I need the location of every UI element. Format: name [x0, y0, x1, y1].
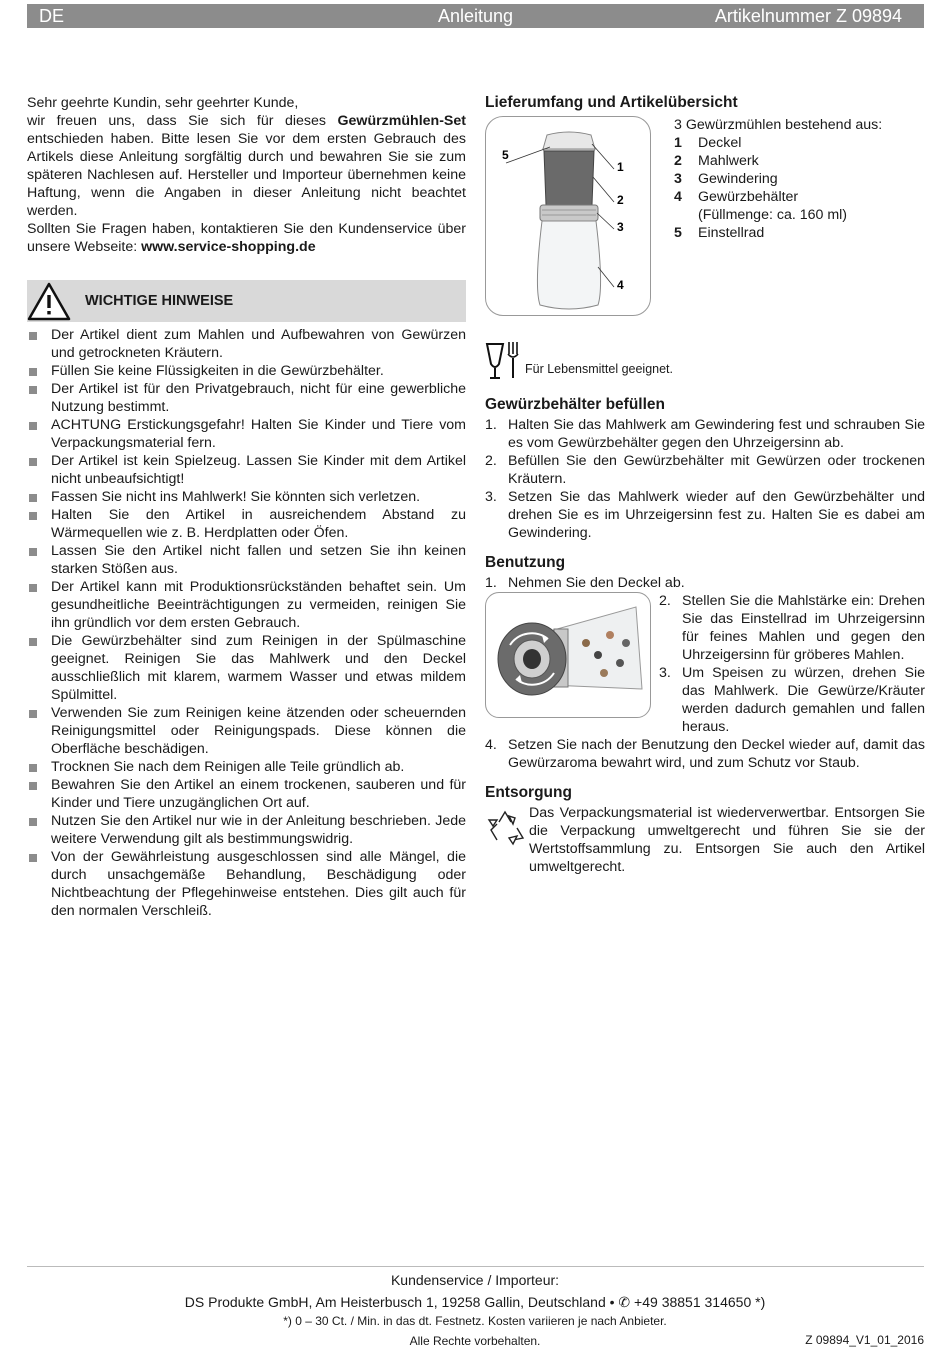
footer-divider	[27, 1266, 924, 1267]
parts-intro: 3 Gewürzmühlen bestehend aus:	[674, 117, 883, 133]
warnings-header	[27, 280, 466, 322]
list-item: 2. Befüllen Sie den Gewürzbehälter mit Gewürzen oder trockenen Kräutern.	[485, 453, 925, 487]
warnings-list	[27, 326, 466, 920]
adjustment-illustration	[485, 592, 651, 718]
footer-service-label: Kundenservice / Importeur:	[390, 1272, 560, 1288]
callout-1: 1	[617, 160, 624, 174]
disposal-text: Das Verpackungsmaterial ist wiederverwertbar. Entsorgen Sie die Verpackung umweltgerecht und führen Sie sie der Wertstoffsammlung zu. Entsorgen Sie auch den Artikel umweltgerecht.	[529, 805, 925, 875]
list-item: Halten Sie den Artikel in ausreichendem Abstand zu Wärmequellen wie z. B. Herdplatten oder Öfen.	[27, 506, 466, 542]
fill-steps	[485, 416, 925, 542]
list-item: Die Gewürzbehälter sind zum Reinigen in der Spülmaschine geeignet. Reinigen Sie das Mahlwerk und den Deckel ausschließlich mit klarem, warmem Wasser und etwas mildem Spülmittel.	[27, 632, 466, 704]
callout-2: 2	[617, 193, 624, 207]
list-item: 4 Gewürzbehälter	[674, 189, 799, 205]
language-code: DE	[39, 6, 65, 26]
food-safe-section	[485, 340, 925, 394]
list-item: Der Artikel ist für den Privatgebrauch, nicht für eine gewerbliche Nutzung bestimmt.	[27, 380, 466, 416]
grinder-adjust-icon	[486, 593, 652, 719]
parts-list	[674, 116, 924, 242]
document-title: Anleitung	[437, 6, 514, 26]
spice-mill-icon	[486, 117, 652, 317]
disposal-title: Entsorgung	[485, 784, 572, 801]
list-item: 3 Gewindering	[674, 171, 778, 187]
list-item: Verwenden Sie zum Reinigen keine ätzenden oder scheuernden Reinigungsmittel oder Reinigungspads. Diese können die Oberfläche beschädigen.	[27, 704, 466, 758]
list-item: Nutzen Sie den Artikel nur wie in der Anleitung beschrieben. Jede weitere Verwendung gilt als bestimmungswidrig.	[27, 812, 466, 848]
fill-volume-note: (Füllmenge: ca. 160 ml)	[698, 207, 848, 223]
disposal-section	[485, 784, 925, 876]
warning-triangle-icon	[27, 281, 71, 321]
usage-steps	[485, 574, 925, 592]
fill-title: Gewürzbehälter befüllen	[485, 396, 666, 413]
list-item: Der Artikel dient zum Mahlen und Aufbewahren von Gewürzen und getrockneten Kräutern.	[27, 326, 466, 362]
list-item: 5 Einstellrad	[674, 225, 765, 241]
footer-address: DS Produkte GmbH, Am Heisterbusch 1, 19258 Gallin, Deutschland • ✆ +49 38851 314650 *)	[184, 1294, 766, 1310]
list-item: Trocknen Sie nach dem Reinigen alle Teile gründlich ab.	[27, 758, 466, 776]
usage-steps-right	[659, 592, 925, 736]
list-item: Lassen Sie den Artikel nicht fallen und setzen Sie ihn keinen starken Stößen aus.	[27, 542, 466, 578]
callout-5: 5	[502, 148, 509, 162]
food-safe-label: Für Lebensmittel geeignet.	[525, 362, 674, 376]
footer-version-code: Z 09894_V1_01_2016	[805, 1333, 924, 1347]
header-bar	[27, 4, 924, 28]
intro-paragraph: wir freuen uns, dass Sie sich für dieses Gewürzmühlen-Set entschieden haben. Bitte lesen Sie vor dem ersten Gebrauch des Artikels diese Anleitung sorgfältig durch und bewahren Sie sie zum späteren Nachlesen auf. Hersteller und Importeur übernehmen keine Haftung, wenn die Angaben in dieser Anleitung nicht beachtet werden.	[27, 113, 466, 219]
list-item: 3. Setzen Sie das Mahlwerk wieder auf den Gewürzbehälter und drehen Sie es im Uhrzeigersinn fest zu. Halten Sie es dabei am Gewindering.	[485, 489, 925, 541]
list-item: Fassen Sie nicht ins Mahlwerk! Sie könnten sich verletzen.	[27, 488, 466, 506]
list-item: Der Artikel kann mit Produktionsrückständen behaftet sein. Um gesundheitliche Beeinträchtigungen zu vermeiden, reinigen Sie ihn gründlich vor dem ersten Gebrauch.	[27, 578, 466, 632]
right-column	[485, 94, 925, 876]
list-item: 1. Halten Sie das Mahlwerk am Gewindering fest und schrauben Sie es vom Gewürzbehälter gegen den Uhrzeigersinn ab.	[485, 417, 925, 451]
product-name: Gewürzmühlen-Set	[337, 113, 466, 129]
contact-paragraph: Sollten Sie Fragen haben, kontaktieren Sie den Kundenservice über unsere Webseite: www.service-shopping.de	[27, 221, 466, 255]
greeting: Sehr geehrte Kundin, sehr geehrter Kunde,	[27, 95, 299, 111]
recycling-icon	[485, 806, 529, 850]
fill-section	[485, 396, 925, 542]
list-item: 4. Setzen Sie nach der Benutzung den Deckel wieder auf, damit das Gewürzaroma bewahrt wird, und zum Schutz vor Staub.	[485, 737, 925, 771]
mill-illustration	[485, 116, 651, 316]
list-item: Bewahren Sie den Artikel an einem trockenen, sauberen und für Kinder und Tiere unzugänglichen Ort auf.	[27, 776, 466, 812]
list-item: 3. Um Speisen zu würzen, drehen Sie das Mahlwerk. Die Gewürze/Kräuter werden dadurch gemahlen und fallen heraus.	[659, 665, 925, 735]
callout-3: 3	[617, 220, 624, 234]
list-item: ACHTUNG Erstickungsgefahr! Halten Sie Kinder und Tiere vom Verpackungsmaterial fern.	[27, 416, 466, 452]
callout-4: 4	[617, 278, 624, 292]
list-item: 1. Nehmen Sie den Deckel ab.	[485, 575, 685, 591]
footer-cost-note: *) 0 – 30 Ct. / Min. in das dt. Festnetz. Kosten variieren je nach Anbieter.	[283, 1314, 667, 1328]
list-item: Füllen Sie keine Flüssigkeiten in die Gewürzbehälter.	[27, 362, 466, 380]
website-link[interactable]: www.service-shopping.de	[141, 239, 316, 255]
footer-rights: Alle Rechte vorbehalten.	[409, 1334, 541, 1348]
list-item: 2. Stellen Sie die Mahlstärke ein: Drehen Sie das Einstellrad im Uhrzeigersinn für feines Mahlen und gegen den Uhrzeigersinn für gröberes Mahlen.	[659, 593, 925, 663]
list-item: Von der Gewährleistung ausgeschlossen sind alle Mängel, die durch unsachgemäße Behandlung, Beschädigung oder Nichtbeachtung der Pflegehinweise entstehen. Dies gilt auch für den normalen Verschleiß.	[27, 848, 466, 920]
list-item: 1 Deckel	[674, 135, 742, 151]
intro-text	[27, 94, 466, 256]
left-column	[27, 94, 466, 920]
overview-title: Lieferumfang und Artikelübersicht	[485, 94, 738, 111]
usage-section	[485, 554, 925, 772]
food-safe-icon	[485, 340, 521, 380]
article-number: Artikelnummer Z 09894	[714, 6, 902, 26]
overview-section	[485, 94, 925, 334]
list-item: 2 Mahlwerk	[674, 153, 759, 169]
list-item: Der Artikel ist kein Spielzeug. Lassen Sie Kinder mit dem Artikel nicht unbeaufsichtigt!	[27, 452, 466, 488]
warnings-title: WICHTIGE HINWEISE	[85, 293, 234, 309]
usage-title: Benutzung	[485, 554, 566, 571]
